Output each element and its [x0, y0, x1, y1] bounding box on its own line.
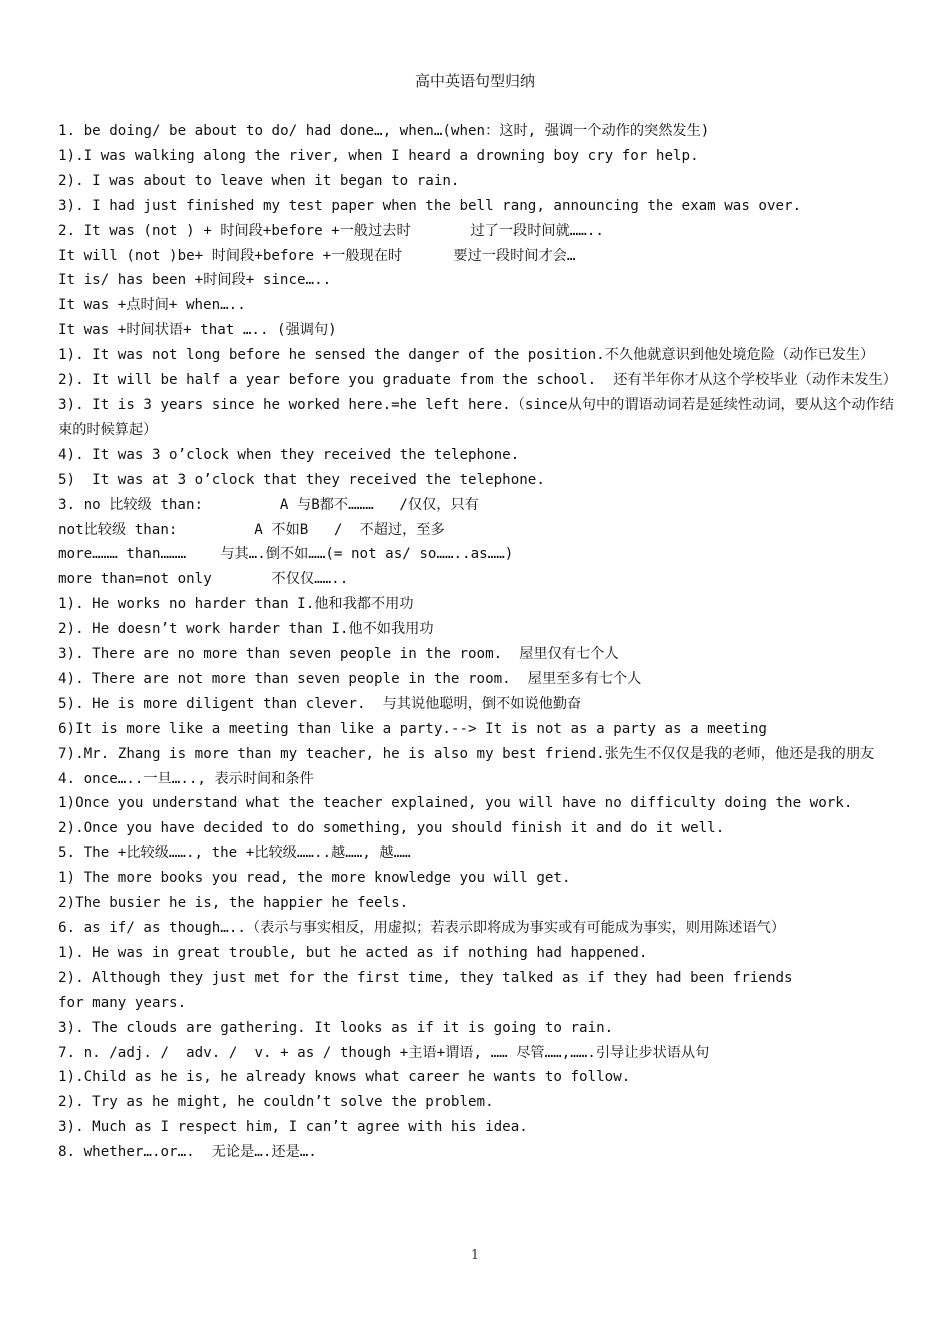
- text-line: It is/ has been +时间段+ since…..: [58, 272, 332, 289]
- text-line: 1). He was in great trouble, but he acted as if nothing had happened.: [58, 944, 648, 961]
- text-line: 1). He works no harder than I.他和我都不用功: [58, 596, 414, 613]
- text-line: 7).Mr. Zhang is more than my teacher, he is also my best friend.张先生不仅仅是我的老师，他还是我的朋友: [58, 745, 875, 762]
- text-line: 6. as if/ as though…..（表示与事实相反，用虚拟；若表示即将成为事实或有可能成为事实，则用陈述语气）: [58, 920, 786, 936]
- text-line: more than=not only 不仅仅……..: [58, 571, 349, 588]
- text-line: 2). Although they just met for the first time, they talked as if they had been friends: [58, 969, 793, 986]
- text-line: 7. n. /adj. / adv. / v. + as / though +主语+谓语, …… 尽管……,…….引导让步状语从句: [58, 1044, 710, 1061]
- text-line: It was +点时间+ when…..: [58, 297, 246, 314]
- text-line: 3). Much as I respect him, I can’t agree with his idea.: [58, 1119, 528, 1136]
- text-line: 8. whether….or…. 无论是….还是….: [58, 1144, 317, 1161]
- text-line: 4. once…..一旦….., 表示时间和条件: [58, 770, 314, 787]
- text-line: for many years.: [58, 994, 187, 1011]
- text-line: 2). He doesn’t work harder than I.他不如我用功: [58, 621, 434, 638]
- text-line: 2). Try as he might, he couldn’t solve the problem.: [58, 1094, 494, 1111]
- text-line: It will (not )be+ 时间段+before +一般现在时 要过一段时间才会…: [58, 247, 576, 264]
- text-line: more……… than……… 与其….倒不如……(= not as/ so……..as……): [58, 546, 514, 563]
- text-line: 1) The more books you read, the more knowledge you will get.: [58, 870, 571, 887]
- text-line: 2). I was about to leave when it began to rain.: [58, 172, 460, 189]
- text-line: 2. It was (not ) + 时间段+before +一般过去时 过了一段时间就……..: [58, 222, 604, 239]
- text-line: 5). He is more diligent than clever. 与其说他聪明，倒不如说他勤奋: [58, 695, 582, 712]
- text-line: 1)Once you understand what the teacher explained, you will have no difficulty doing the work.: [58, 795, 853, 812]
- text-line: 5. The +比较级……., the +比较级……..越……, 越……: [58, 845, 411, 862]
- text-line: 2)The busier he is, the happier he feels.: [58, 895, 409, 912]
- page-title: 高中英语句型归纳: [414, 72, 535, 90]
- text-line: 6)It is more like a meeting than like a party.--> It is not as a party as a meeting: [58, 720, 767, 737]
- text-line: 3). It is 3 years since he worked here.=he left here.（since从句中的谓语动词若是延续性动词，要从这个动作结束的时候算起）: [58, 396, 894, 438]
- page-number: 1: [470, 1248, 480, 1263]
- text-line: 1).Child as he is, he already knows what career he wants to follow.: [58, 1069, 631, 1086]
- text-line: 2). It will be half a year before you graduate from the school. 还有半年你才从这个学校毕业（动作未发生）: [58, 372, 897, 389]
- text-line: 4). It was 3 o’clock when they received the telephone.: [58, 446, 520, 463]
- text-line: 1).I was walking along the river, when I heard a drowning boy cry for help.: [58, 147, 699, 164]
- text-line: not比较级 than: A 不如B / 不超过，至多: [58, 521, 445, 538]
- text-line: 3). I had just finished my test paper when the bell rang, announcing the exam was over.: [58, 197, 802, 214]
- text-line: 5) It was at 3 o’clock that they received the telephone.: [58, 471, 545, 488]
- text-line: It was +时间状语+ that ….. (强调句): [58, 322, 337, 339]
- text-line: 2).Once you have decided to do something, you should finish it and do it well.: [58, 820, 725, 837]
- text-line: 3). There are no more than seven people in the room. 屋里仅有七个人: [58, 646, 619, 663]
- document-body: [58, 119, 898, 1165]
- text-line: 4). There are not more than seven people in the room. 屋里至多有七个人: [58, 670, 642, 687]
- text-line: 1). It was not long before he sensed the danger of the position.不久他就意识到他处境危险（动作已发生）: [58, 347, 875, 364]
- text-line: 3. no 比较级 than: A 与B都不……… /仅仅，只有: [58, 496, 479, 513]
- text-line: 3). The clouds are gathering. It looks as if it is going to rain.: [58, 1019, 614, 1036]
- text-line: 1. be doing/ be about to do/ had done…, when…(when：这时, 强调一个动作的突然发生): [58, 123, 710, 139]
